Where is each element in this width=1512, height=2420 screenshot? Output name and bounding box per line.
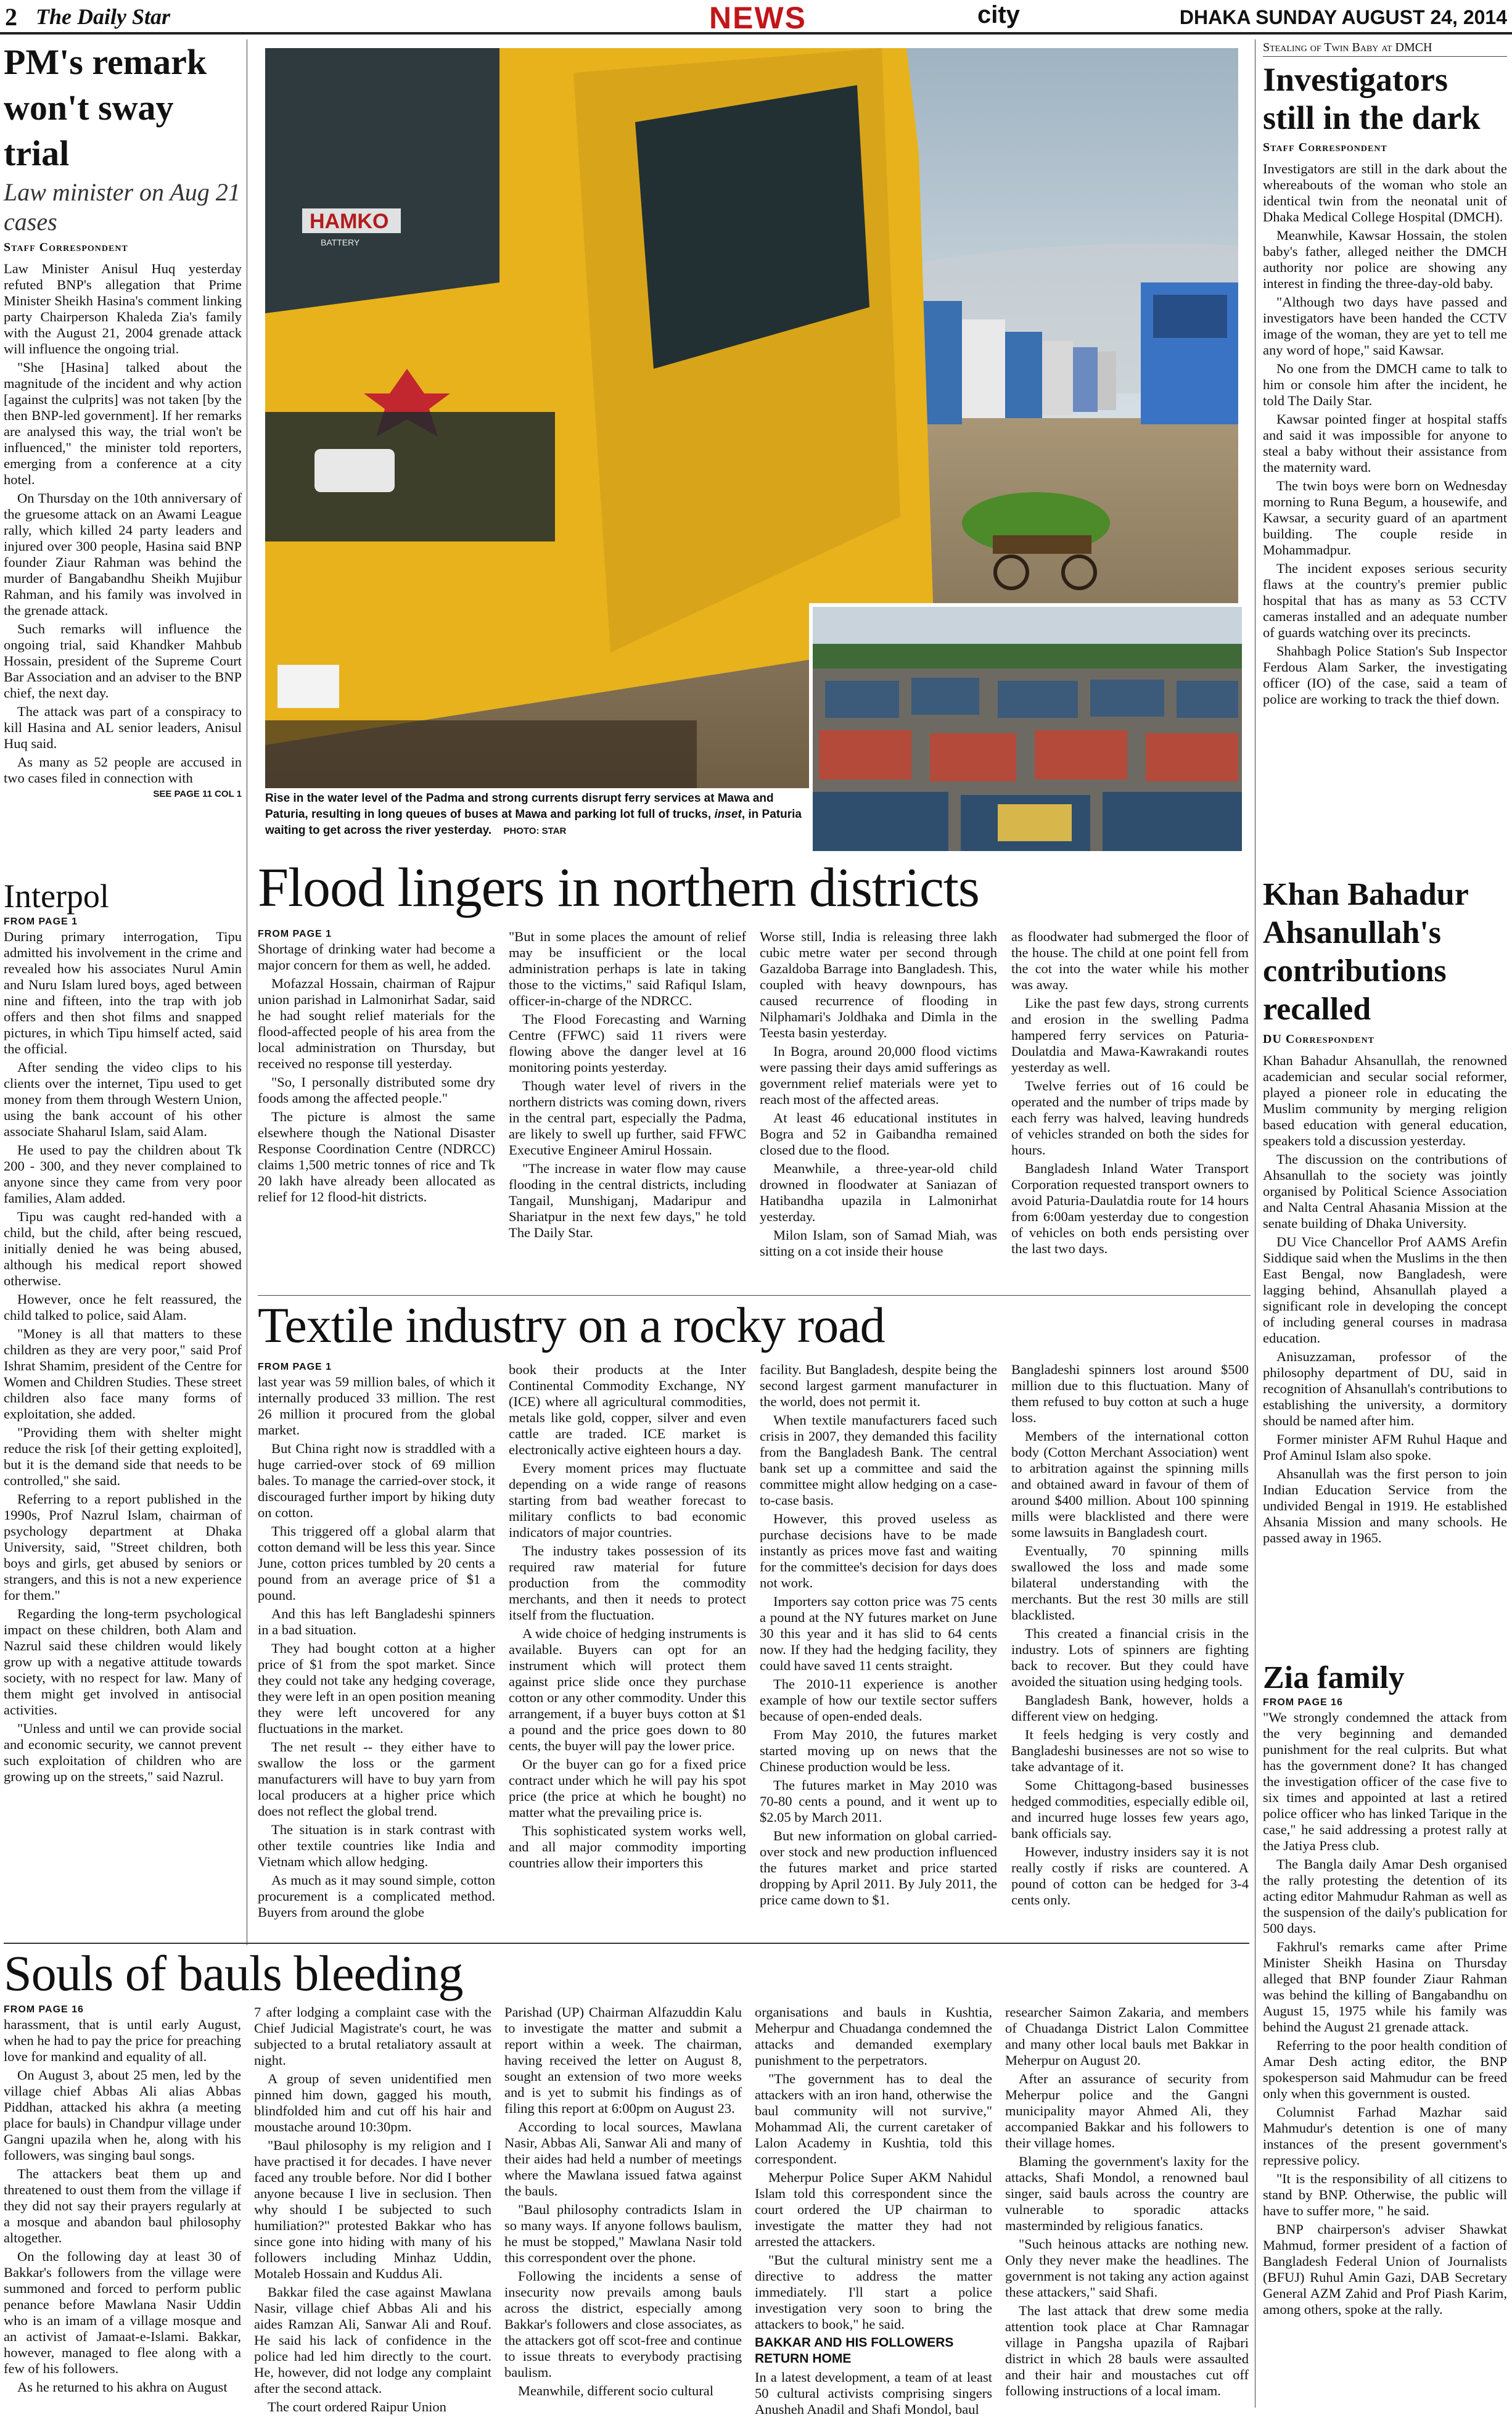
interpol-headline: Interpol [4,878,109,915]
paragraph: No one from the DMCH came to talk to him or console him after the incident, he told The Daily Star. [1263,361,1507,408]
paragraph: Bangladesh Inland Water Transport Corporation requested transport owners to avoid Paturia-Daulatdia route for 14 hours from 6:00am yesterday due to congestion of vehicles on both ends persisting over the last two days. [1011,1161,1249,1256]
flood-col-4 [1011,929,1249,1259]
bauls-col-5 [1005,2004,1249,2401]
paragraph: Worse still, India is releasing three lakh cubic metre water per second through Gazaldoba Barrage into Bangladesh. This, coupled with heavy downpours, has caused recurrence of flooding in Nilphamari's Joldhaka and Dimla in the Teesta basin yesterday. [760,929,997,1040]
pm-remark-body [4,261,242,786]
investigators-article [1263,41,1507,710]
paragraph: This triggered off a global alarm that cotton demand will be less this year. Since June, cotton prices tumbled by 20 cents a pound from an average price of $1 a pound. [258,1523,495,1603]
paragraph: The court ordered Raipur Union [268,2399,446,2414]
paragraph: The discussion on the contributions of Ahsanullah to the society was jointly organised by Political Science Association and Nalta Central Ahasania Mission at the senate building of Dhaka University. [1263,1151,1507,1231]
caption-text: Rise in the water level of the Padma and strong currents disrupt ferry services at Mawa and Paturia, resulting in long queues of buses at Mawa and parking lot full of trucks, [265,792,774,821]
paragraph: "Unless and until we can provide social and economic security, we cannot prevent such exploitation of children who are growing up on the streets," said Nazrul. [4,1721,242,1784]
pm-remark-article [4,39,242,799]
bauls-col-2 [254,2004,491,2418]
investigators-byline: Staff Correspondent [1263,141,1387,154]
paragraph: Though water level of rivers in the northern districts was coming down, rivers in the central part, especially the Padma, are likely to swell up further, said FFWC Executive Engineer Amirul Hossain. [509,1078,746,1158]
from-page-label: FROM PAGE 1 [258,929,332,939]
paragraph: Meherpur Police Super AKM Nahidul Islam told this correspondent since the court ordered the UP chairman to investigate the matter they had not arrested the attackers. [755,2170,992,2249]
page-header [0,0,1512,35]
bus-brand-sub: BATTERY [321,237,360,247]
paragraph: Following the incidents a sense of insecurity now prevails among bauls across the district, especially among Bakkar's followers and close associates, as the attackers got off scot-free and continue to issue threats to everybody practising baulism. [504,2268,742,2380]
paragraph: "We strongly condemned the attack from the very beginning and demanded punishment for the real culprits. But what has the government done? It has changed the investigation officer of the case five to six times and appointed at last a retired police officer who has linked Tarique in the case," he said addressing a protest rally at the Jatiya Press club. [1263,1710,1507,1853]
paragraph: The incident exposes serious security flaws at the country's premier public hospital that has as many as 53 CCTV cameras installed and an adequate number of guards watching over its precincts. [1263,561,1507,640]
paragraph: According to local sources, Mawlana Nasir, Abbas Ali, Sanwar Ali and many of their aides had held a number of meetings where the Mawlana issued fatwa against the bauls. [504,2119,742,2199]
paragraph: On the following day at least 30 of Bakkar's followers from the village were summoned and forced to perform public penance before Mawlana Nasir Uddin who is an imam of a village mosque and an activist of Jamaat-e-Islami. Bakkar, however, managed to flee along with a few of his followers. [4,2249,241,2376]
paragraph: "The increase in water flow may cause flooding in the central districts, including Tangail, Munshiganj, Madaripur and Shariatpur in the next few days," he told The Daily Star. [509,1161,746,1240]
paragraph: He used to pay the children about Tk 200 - 300, and they never complained to anyone since they came from very poor families, Alam added. [4,1142,242,1206]
paragraph: Members of the international cotton body (Cotton Merchant Association) went to arbitration against the spinning mills and obtained award in favour of them of around $400 million. About 100 spinning mills were blacklisted and there were some lawsuits in Bangladesh court. [1011,1428,1249,1540]
bauls-col3-text [504,2004,742,2399]
paragraph: Meanwhile, Kawsar Hossain, the stolen baby's father, alleged neither the DMCH authority nor police are showing any interest in finding the three-day-old baby. [1263,228,1507,291]
paragraph: "Although two days have passed and investigators have been handed the CCTV image of the woman, they are yet to tell me any word of hope," said Kawsar. [1263,294,1507,358]
bus-brand: HAMKO [310,210,389,233]
photo-caption [265,791,802,839]
bauls-col4b-text [755,2369,992,2418]
pm-remark-byline: Staff Correspondent [4,241,128,254]
paragraph: Kawsar pointed finger at hospital staffs and said it was impossible for anyone to steal a baby without their assistance from the maternity ward. [1263,411,1507,475]
paragraph: Meanwhile, different socio cultural [518,2383,713,2398]
paragraph: harassment, that is until early August, when he had to pay the price for preaching love for mankind and equality of all. [4,2017,241,2064]
paragraph: Milon Islam, son of Samad Miah, was sitting on a cot inside their house [760,1227,997,1259]
paragraph: A wide choice of hedging instruments is available. Buyers can opt for an instrument which will protect them against price slide once they purchase cotton or any other commodity. Under this arrangement, if a buyer buys cotton at $1 a pound and the price goes down to 80 cents, the buyer will pay the lower price. [509,1626,746,1753]
paragraph: "Providing them with shelter might reduce the risk [of their getting exploited], but it is the demand side that needs to be controlled," she said. [4,1425,242,1488]
paragraph: The situation is in stark contrast with other textile countries like India and Vietnam which allow hedging. [258,1822,495,1869]
textile-col-1 [258,1362,495,1923]
investigators-headline: Investigators still in the dark [1263,61,1481,136]
paragraph: And this has left Bangladeshi spinners in a bad situation. [258,1606,495,1637]
paragraph: They had bought cotton at a higher price of $1 from the spot market. Since they could not take any hedging coverage, they were left in an open position meaning they were left uncovered for any fluctuations in the market. [258,1640,495,1736]
paragraph: The industry takes possession of its required raw material for future production from the commodity merchants, and then it needs to protect itself from the fluctuation. [509,1543,746,1623]
paragraph: "But the cultural ministry sent me a directive to address the matter immediately. I'll start a police investigation very soon to bring the attackers to book," he said. [755,2252,992,2332]
paragraph: As many as 52 people are accused in two cases filed in connection with [4,754,242,786]
textile-col3-text [760,1362,997,1908]
paragraph: In a latest development, a team of at least 50 cultural activists comprising singers Anusheh Anadil and Shafi Mondol, baul [755,2369,992,2417]
textile-col-3 [760,1362,997,1911]
paragraph: Shortage of drinking water had become a major concern for them as well, he added. [258,941,495,973]
flood-col2-text [509,929,746,1241]
paragraph: The Flood Forecasting and Warning Centre (FFWC) said 11 rivers were flowing above the danger level at 16 monitoring points yesterday. [509,1011,746,1075]
paragraph: Columnist Farhad Mazhar said Mahmudur's detention is one of many instances of the present government's repressive policy. [1263,2104,1507,2168]
from-page-label: FROM PAGE 16 [4,2004,84,2015]
paragraph: It feels hedging is very costly and Bangladeshi businesses are not so wise to take advantage of it. [1011,1727,1249,1774]
paragraph: The 2010-11 experience is another example of how our textile sector suffers because of open-ended deals. [760,1676,997,1724]
paragraph: On Thursday on the 10th anniversary of the gruesome attack on an Awami League rally, which killed 24 party leaders and injured over 300 people, Hasina said BNP founder Ziaur Rahman was behind the murder of Bangabandhu Sheikh Mujibur Rahman, and his family was involved in the grenade attack. [4,490,242,618]
pm-remark-subhead: Law minister on Aug 21 cases [4,178,240,236]
paragraph: Investigators are still in the dark about the whereabouts of the woman who stole an identical twin from the neonatal unit of Dhaka Medical College Hospital (DMCH). [1263,161,1507,224]
paragraph: "Baul philosophy contradicts Islam in so many ways. If anyone follows baulism, he must be stopped," Mawlana Nasir told this correspondent over the phone. [504,2202,742,2265]
from-page-label: FROM PAGE 1 [258,1362,332,1372]
paragraph: Shahbagh Police Station's Sub Inspector Ferdous Alam Sarker, the investigating officer (IO) of the case, said a team of police are working to track the thief down. [1263,643,1507,707]
paragraph: Tipu was caught red-handed with a child, but the child, after being rescued, initially denied he was being abused, although his medical report showed otherwise. [4,1209,242,1288]
paragraph: Like the past few days, strong currents and erosion in the swelling Padma hampered ferry services on Paturia-Doulatdia and Mawa-Kawrakandi routes yesterday as well. [1011,995,1249,1075]
paragraph: "Such heinous attacks are nothing new. Only they never make the headlines. The government is not taking any action against these attackers," said Shafi. [1005,2236,1249,2300]
paragraph: The twin boys were born on Wednesday morning to Runa Begum, a housewife, and Kawsar, a security guard of an apartment building. The couple reside in Mohammadpur. [1263,478,1507,558]
flood-col4-text [1011,929,1249,1257]
paragraph: Khan Bahadur Ahsanullah, the renowned academician and secular social reformer, played a pioneer role in educating the Muslim community by merging religion based education with general education, speakers told a discussion yesterday. [1263,1053,1507,1148]
bauls-col2-text [254,2004,491,2415]
paragraph: Eventually, 70 spinning mills swallowed the loss and made some bilateral understanding with the merchants. But the rest 30 mills are still blacklisted. [1011,1543,1249,1623]
textile-col4-text [1011,1362,1249,1908]
paragraph: Parishad (UP) Chairman Alfazuddin Kalu to investigate the matter and submit a report within a week. The chairman, having received the letter on August 8, sought an extension of two more weeks and is yet to submit his findings as of filing this report at 6:00pm on August 23. [504,2004,742,2116]
paragraph: Mofazzal Hossain, chairman of Rajpur union parishad in Lalmonirhat Sadar, said he had sought relief materials for the flood-affected people of his area from the local administration on Thursday, but received no response till yesterday. [258,976,495,1071]
paragraph: Blaming the government's laxity for the attacks, Shafi Mondol, a renowned baul singer, said bauls across the country are vulnerable to sporadic attacks masterminded by religious fanatics. [1005,2154,1249,2233]
caption-inset: inset [714,808,742,821]
paragraph: Or the buyer can go for a fixed price contract under which he will pay his spot price (the price at which he bought) no matter what the prevailing price is. [509,1756,746,1820]
paragraph: Bangladeshi spinners lost around $500 million due to this fluctuation. Many of them refused to buy cotton at such a huge loss. [1011,1362,1249,1425]
paragraph: Every moment prices may fluctuate depending on a wide range of reasons starting from bad weather forecast to military conflicts to bad economic indicators of major countries. [509,1460,746,1540]
paragraph: Importers say cotton price was 75 cents a pound at the NY futures market on June 30 this year and it has slid to 64 cents now. If they had the hedging facility, they could have saved 11 cents straight. [760,1594,997,1673]
paragraph: BNP chairperson's adviser Shawkat Mahmud, former president of a faction of Bangladesh Federal Union of Journalists (BFUJ) Ruhul Amin Gazi, DAB Secretary General AZM Zahid and Prof Piash Karim, among others, spoke at the rally. [1263,2221,1507,2317]
paragraph: "It is the responsibility of all citizens to stand by BNP. Otherwise, the public will have to suffer more, " he said. [1263,2171,1507,2218]
paragraph: Meanwhile, a three-year-old child drowned in floodwater at Saniazan of Hatibandha upazila in Lalmonirhat yesterday. [760,1161,997,1224]
paragraph: "The government has to deal the attackers with an iron hand, otherwise the baul community will not survive," Mohammad Ali, the current caretaker of Lalon Academy in Kushtia, told this correspondent. [755,2071,992,2167]
from-page-label: FROM PAGE 1 [4,916,78,927]
paragraph: From May 2010, the futures market started moving up on news that the Chinese production would be less. [760,1727,997,1774]
paragraph: However, this proved useless as purchase decisions have to be made instantly as prices move fast and waiting for the committee's decision for days does not work. [760,1511,997,1591]
paragraph: Anisuzzaman, professor of the philosophy department of DU, said in recognition of Ahsanullah's contributions to establishing the university, a dormitory should be named after him. [1263,1349,1507,1428]
khan-bahadur-article [1263,876,1507,1549]
paragraph: organisations and bauls in Kushtia, Meherpur and Chuadanga condemned the attacks and demanded exemplary punishment to the perpetrators. [755,2004,992,2068]
paragraph: The picture is almost the same elsewhere though the National Disaster Response Coordination Centre (NDRCC) claims 1,500 metric tonnes of rice and Tk 20 lakh have already been allocated as relief for 12 flood-hit districts. [258,1109,495,1204]
paragraph: Twelve ferries out of 16 could be operated and the number of trips made by each ferry was halved, leaving hundreds of vehicles stranded on both the sides for hours. [1011,1078,1249,1158]
bauls-col1-text [4,2017,241,2395]
paragraph: During primary interrogation, Tipu admitted his involvement in the crime and revealed how his associates Nurul Amin and Nuru Islam lured boys, aged between nine and fifteen, into the trap with job offers and then shot films and snapped pictures, in which Tipu himself acted, said the official. [4,929,242,1056]
paragraph: Such remarks will influence the ongoing trial, said Khandker Mahbub Hossain, president of the Supreme Court Bar Association and an adviser to the BNP chief, the next day. [4,621,242,701]
from-page-label: FROM PAGE 16 [1263,1697,1343,1708]
bauls-col-3 [504,2004,742,2401]
paragraph: "But in some places the amount of relief may be insufficient or the local administration perhaps is late in taking those to the victims," said Rafiqul Islam, officer-in-charge of the NDRCC. [509,929,746,1008]
bauls-col5-text [1005,2004,1249,2399]
paragraph: In Bogra, around 20,000 flood victims were passing their days amid sufferings as government relief materials were yet to reach most of the affected areas. [760,1043,997,1107]
photo-credit: PHOTO: STAR [503,826,567,836]
paragraph: On August 3, about 25 men, led by the village chief Abbas Ali alias Abbas Piddhan, attacked his akhra (a meeting place for bauls) in Chandpur village under Gangni upazila when he, along with his followers, was singing baul songs. [4,2067,241,2163]
flood-col-2 [509,929,746,1243]
paragraph: However, industry insiders say it is not really costly if risks are countered. A pound of cotton can be hedged for 3-4 cents only. [1011,1844,1249,1908]
textile-col1-text [258,1374,495,1920]
paragraph: as floodwater had submerged the floor of the house. The child at one point fell from the cot into the water while his mother was away. [1011,929,1249,992]
paragraph: facility. But Bangladesh, despite being the second largest garment manufacturer in the world, does not permit it. [760,1362,997,1409]
paragraph: Ahsanullah was the first person to join Indian Education Service from the undivided Bengal in 1919. He established Ahsania Mission and many schools. He passed away in 1965. [1263,1466,1507,1545]
interpol-article [4,876,242,1787]
paragraph: The attackers beat them up and threatened to oust them from the village if they did not say their prayers regularly at a mosque and abandon baul philosophy altogether. [4,2166,241,2245]
paragraph: "So, I personally distributed some dry foods among the affected people." [258,1074,495,1106]
paragraph: The attack was part of a conspiracy to kill Hasina and AL senior leaders, Anisul Huq said. [4,704,242,751]
paragraph: At least 46 educational institutes in Bogra and 52 in Gaibandha remained closed due to the flood. [760,1110,997,1158]
bauls-headline: Souls of bauls bleeding [4,1945,463,2001]
paragraph: "Money is all that matters to these children as they are very poor," said Prof Ishrat Shamim, president of the Centre for Women and Children Studies. These street children also face many forms of exploitation, she added. [4,1326,242,1422]
flood-article [258,857,1251,919]
paragraph: researcher Saimon Zakaria, and members of Chuadanga District Lalon Committee and many other local bauls met Bakkar in Meherpur on August 20. [1005,2004,1249,2068]
khan-bahadur-body [1263,1053,1507,1546]
paragraph: As he returned to his akhra on August [17,2379,228,2395]
section-label: NEWS [709,1,807,35]
truck-parking-photo [813,607,1242,851]
zia-family-body [1263,1710,1507,2318]
paragraph: DU Vice Chancellor Prof AAMS Arefin Siddique said when the Muslims in the then East Bengal, now Bangladesh, were lagging behind, Ahsanullah played a significant role in developing the concept of including general courses in madrasa education. [1263,1234,1507,1346]
paragraph: book their products at the Inter Continental Commodity Exchange, NY (ICE) where all agricultural commodities, metals like gold, copper, silver and even cattle are traded. ICE market is electronically active eighteen hours a day. [509,1362,746,1457]
khan-bahadur-headline: Khan Bahadur Ahsanullah's contributions recalled [1263,877,1468,1027]
caption-text-end: , in Paturia waiting to get across the river yesterday. [265,808,802,837]
page-number: 2 [5,3,17,31]
interpol-body [4,929,242,1785]
bauls-col-4 [755,2004,992,2420]
paragraph: This created a financial crisis in the industry. Lots of spinners are fighting back to recover. But they could have avoided the situation using hedging tools. [1011,1626,1249,1689]
masthead: The Daily Star [36,4,171,29]
paragraph: After sending the video clips to his clients over the internet, Tipu used to get money from them through Western Union, using the bank account of his other associate Shaharul Islam, said Alam. [4,1060,242,1139]
jump-line: SEE PAGE 11 COL 1 [153,789,242,799]
paragraph: Bakkar filed the case against Mawlana Nasir, village chief Abbas Ali and his aides Ramzan Ali, Sanwar Ali and Rouf. He said his lack of confidence in the police had led him directly to the court. He, however, did not lodge any complaint after the second attack. [254,2284,491,2396]
paragraph: "She [Hasina] talked about the magnitude of the incident and why action [against the culprits] was not taken [by the then BNP-led government]. If her remarks are analysed this way, the trial won't be influenced," the minister told reporters, emerging from a conference at a city hotel. [4,360,242,487]
paragraph: But new information on global carried-over stock and new production influenced the futures market and price started dropping by April 2011. By July 2011, the price came down to $1. [760,1828,997,1908]
paragraph: A group of seven unidentified men pinned him down, gagged his mouth, blindfolded him and cut off his hair and moustache around 10:30pm. [254,2071,491,2134]
paragraph: Referring to a report published in the 1990s, Prof Nazrul Islam, chairman of psychology department at Dhaka University, said, "Street children, both boys and girls, get abused by seniors or strangers, and this is not a new experience for them." [4,1491,242,1603]
paragraph: The futures market in May 2010 was 70-80 cents a pound, and it went up to $2.05 by March 2011. [760,1777,997,1825]
paragraph: When textile manufacturers faced such crisis in 2007, they demanded this facility from the Bangladesh Bank. The central bank set up a committee and said the committee might allow hedging on a case-to-case basis. [760,1412,997,1508]
paragraph: last year was 59 million bales, of which it internally produced 33 million. The rest 26 million it procured from the global market. [258,1374,495,1438]
bauls-col4-text [755,2004,992,2332]
flood-col-1 [258,929,495,1208]
flood-headline: Flood lingers in northern districts [258,857,979,918]
paragraph: This sophisticated system works well, and all major commodity importing countries allow their importers this [509,1823,746,1871]
textile-article [258,1295,1251,1355]
investigators-body [1263,161,1507,707]
paragraph: Fakhrul's remarks came after Prime Minister Sheikh Hasina on Thursday alleged that BNP founder Ziaur Rahman was behind the killing of Bangabandhu on August 15, 1975 while his family was behind the August 21 grenade attack. [1263,1939,1507,2035]
paragraph: Regarding the long-term psychological impact on these children, both Alam and Nazrul said these children would likely grow up with a negative attitude towards society, with no respect for law. Many of them might get involved in antisocial activities. [4,1606,242,1718]
paragraph: However, once he felt reassured, the child talked to police, said Alam. [4,1291,242,1323]
textile-col-2 [509,1362,746,1874]
bauls-col-1 [4,2004,241,2398]
flood-col3-text [760,929,997,1259]
paragraph: Bangladesh Bank, however, holds a different view on hedging. [1011,1692,1249,1724]
bauls-subhead: BAKKAR AND HIS FOLLOWERS RETURN HOME [755,2336,954,2366]
dateline: DHAKA SUNDAY AUGUST 24, 2014 [1179,6,1507,28]
investigators-kicker: Stealing of Twin Baby at DMCH [1263,41,1507,57]
paragraph: The last attack that drew some media attention took place at Char Ramnagar village in Pangsha upazila of Rajbari district in which 28 bauls were assaulted and their hair and moustaches cut off following instructions of a local imam. [1005,2303,1249,2398]
paragraph: Law Minister Anisul Huq yesterday refuted BNP's allegation that Prime Minister Sheikh Hasina's comment linking party Chairperson Khaleda Zia's family with the August 21, 2004 grenade attack will influence the ongoing trial. [4,261,242,356]
zia-family-article [1263,1659,1507,2320]
inset-photo [809,603,1246,855]
paragraph: 7 after lodging a complaint case with the Chief Judicial Magistrate's court, he was subjected to a brutal retaliatory assault at night. [254,2004,491,2068]
paragraph: As much as it may sound simple, cotton procurement is a complicated method. Buyers from around the globe [258,1872,495,1920]
paragraph: Some Chittagong-based businesses hedged commodities, especially edible oil, and incurred huge losses few years ago, bank officials say. [1011,1777,1249,1841]
flood-col-3 [760,929,997,1262]
textile-col-4 [1011,1362,1249,1911]
khan-bahadur-byline: DU Correspondent [1263,1032,1375,1046]
paragraph: But China right now is straddled with a huge carried-over stock of 69 million bales. To manage the carried-over stock, it discouraged further import by hiking duty on cotton. [258,1441,495,1520]
textile-headline: Textile industry on a rocky road [258,1297,885,1353]
pm-remark-headline: PM's remark won't sway trial [4,42,207,173]
subsection-label: city [977,1,1020,28]
zia-family-headline: Zia family [1263,1660,1405,1695]
textile-col2-text [509,1362,746,1871]
paragraph: After an assurance of security from Meherpur police and the Gangni municipality mayor Ahmed Ali, they accompanied Bakkar and his followers to their village homes. [1005,2071,1249,2150]
paragraph: Referring to the poor health condition of Amar Desh acting editor, the BNP spokesperson said Mahmudur can be freed only when this government is ousted. [1263,2038,1507,2101]
paragraph: Former minister AFM Ruhul Haque and Prof Aminul Islam also spoke. [1263,1431,1507,1463]
paragraph: The Bangla daily Amar Desh organised the rally protesting the detention of its acting editor Mahmudur Rahman as well as the suspension of the daily's publication for 500 days. [1263,1856,1507,1936]
flood-col1-text [258,941,495,1205]
bauls-article [4,1943,1249,2003]
paragraph: The net result -- they either have to swallow the loss or the garment manufacturers will have to buy yarn from local producers at a higher price which does not reflect the global trend. [258,1739,495,1819]
paragraph: "Baul philosophy is my religion and I have practised it for decades. I have never faced any trouble before. Nor did I bother anyone because I live in seclusion. Then why should I be subjected to such humiliation?" protested Bakkar who has since gone into hiding with many of his followers including Minhaz Uddin, Motaleb Hossain and Kuddus Ali. [254,2138,491,2281]
